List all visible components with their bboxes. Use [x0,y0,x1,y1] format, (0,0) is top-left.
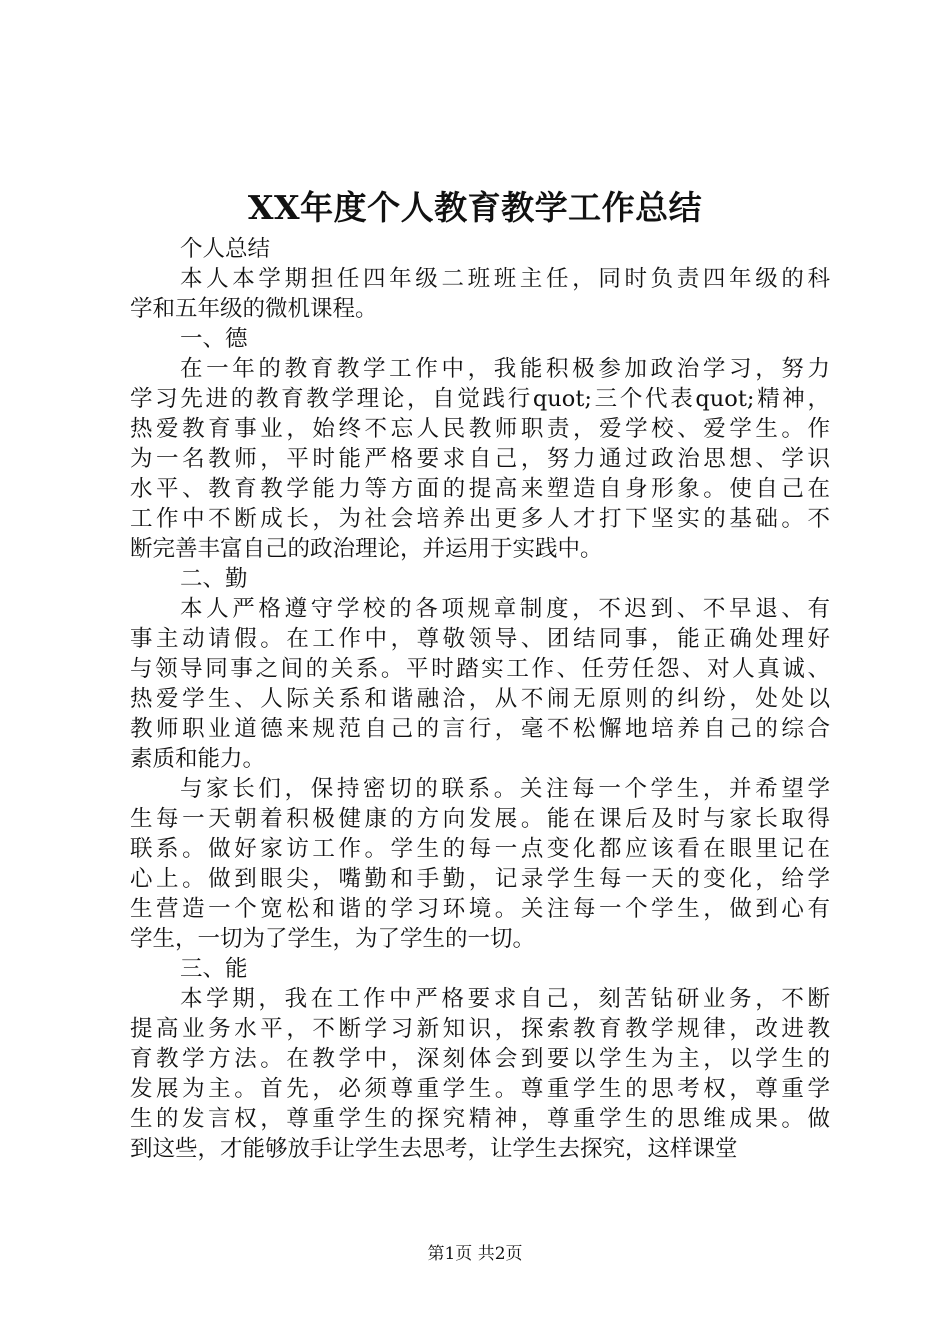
text-line: 热爱学生、人际关系和谐融洽，从不闹无原则的纠纷，处处以 [130,686,830,712]
text-line: 水平、教育教学能力等方面的提高来塑造自身形象。使自己在 [130,476,830,502]
text-line: 个人总结 [180,236,271,262]
text-line: 生每一天朝着积极健康的方向发展。能在课后及时与家长取得 [130,806,830,832]
text-line: 本学期，我在工作中严格要求自己，刻苦钻研业务，不断 [180,986,830,1012]
paragraph [130,234,830,264]
paragraph [130,354,830,564]
text-line: 本人严格遵守学校的各项规章制度，不迟到、不早退、有 [180,596,830,622]
text-line: 心上。做到眼尖，嘴勤和手勤，记录学生每一天的变化，给学 [130,866,830,892]
text-line: 断完善丰富自己的政治理论，并运用于实践中。 [130,536,603,562]
text-line: 生营造一个宽松和谐的学习环境。关注每一个学生，做到心有 [130,896,830,922]
text-line: 工作中不断成长，为社会培养出更多人才打下坚实的基础。不 [130,506,830,532]
text-line: 素质和能力。 [130,746,266,772]
text-line: 学习先进的教育教学理论，自觉践行quot;三个代表quot;精神， [130,386,830,412]
text-line: 育教学方法。在教学中，深刻体会到要以学生为主，以学生的 [130,1046,830,1072]
text-line: 为一名教师，平时能严格要求自己，努力通过政治思想、学识 [130,446,830,472]
text-line: 教师职业道德来规范自己的言行，毫不松懈地培养自己的综合 [130,716,830,742]
text-line: 生的发言权，尊重学生的探究精神，尊重学生的思维成果。做 [130,1106,830,1132]
text-line: 联系。做好家访工作。学生的每一点变化都应该看在眼里记在 [130,836,830,862]
document-body [130,234,830,1164]
text-line: 本人本学期担任四年级二班班主任，同时负责四年级的科 [180,266,830,292]
text-line: 与领导同事之间的关系。平时踏实工作、任劳任怨、对人真诚、 [130,656,830,682]
text-line: 与家长们，保持密切的联系。关注每一个学生，并希望学 [180,776,830,802]
text-line: 一、德 [180,326,248,352]
text-line: 三、能 [180,956,248,982]
paragraph [130,984,830,1164]
text-line: 在一年的教育教学工作中，我能积极参加政治学习，努力 [180,356,830,382]
text-line: 发展为主。首先，必须尊重学生。尊重学生的思考权，尊重学 [130,1076,830,1102]
paragraph [130,264,830,324]
page-footer: 第1页 共2页 [427,1244,523,1264]
text-line: 学生，一切为了学生，为了学生的一切。 [130,926,536,952]
paragraph [130,564,830,594]
paragraph [130,324,830,354]
paragraph [130,954,830,984]
paragraph [130,774,830,954]
text-line: 二、勤 [180,566,248,592]
document-title: XX年度个人教育教学工作总结 [247,188,703,227]
paragraph [130,594,830,774]
text-line: 到这些，才能够放手让学生去思考，让学生去探究，这样课堂 [130,1136,738,1162]
text-line: 学和五年级的微机课程。 [130,296,378,322]
text-line: 热爱教育事业，始终不忘人民教师职责，爱学校、爱学生。作 [130,416,830,442]
text-line: 事主动请假。在工作中，尊敬领导、团结同事，能正确处理好 [130,626,830,652]
text-line: 提高业务水平，不断学习新知识，探索教育教学规律，改进教 [130,1016,830,1042]
